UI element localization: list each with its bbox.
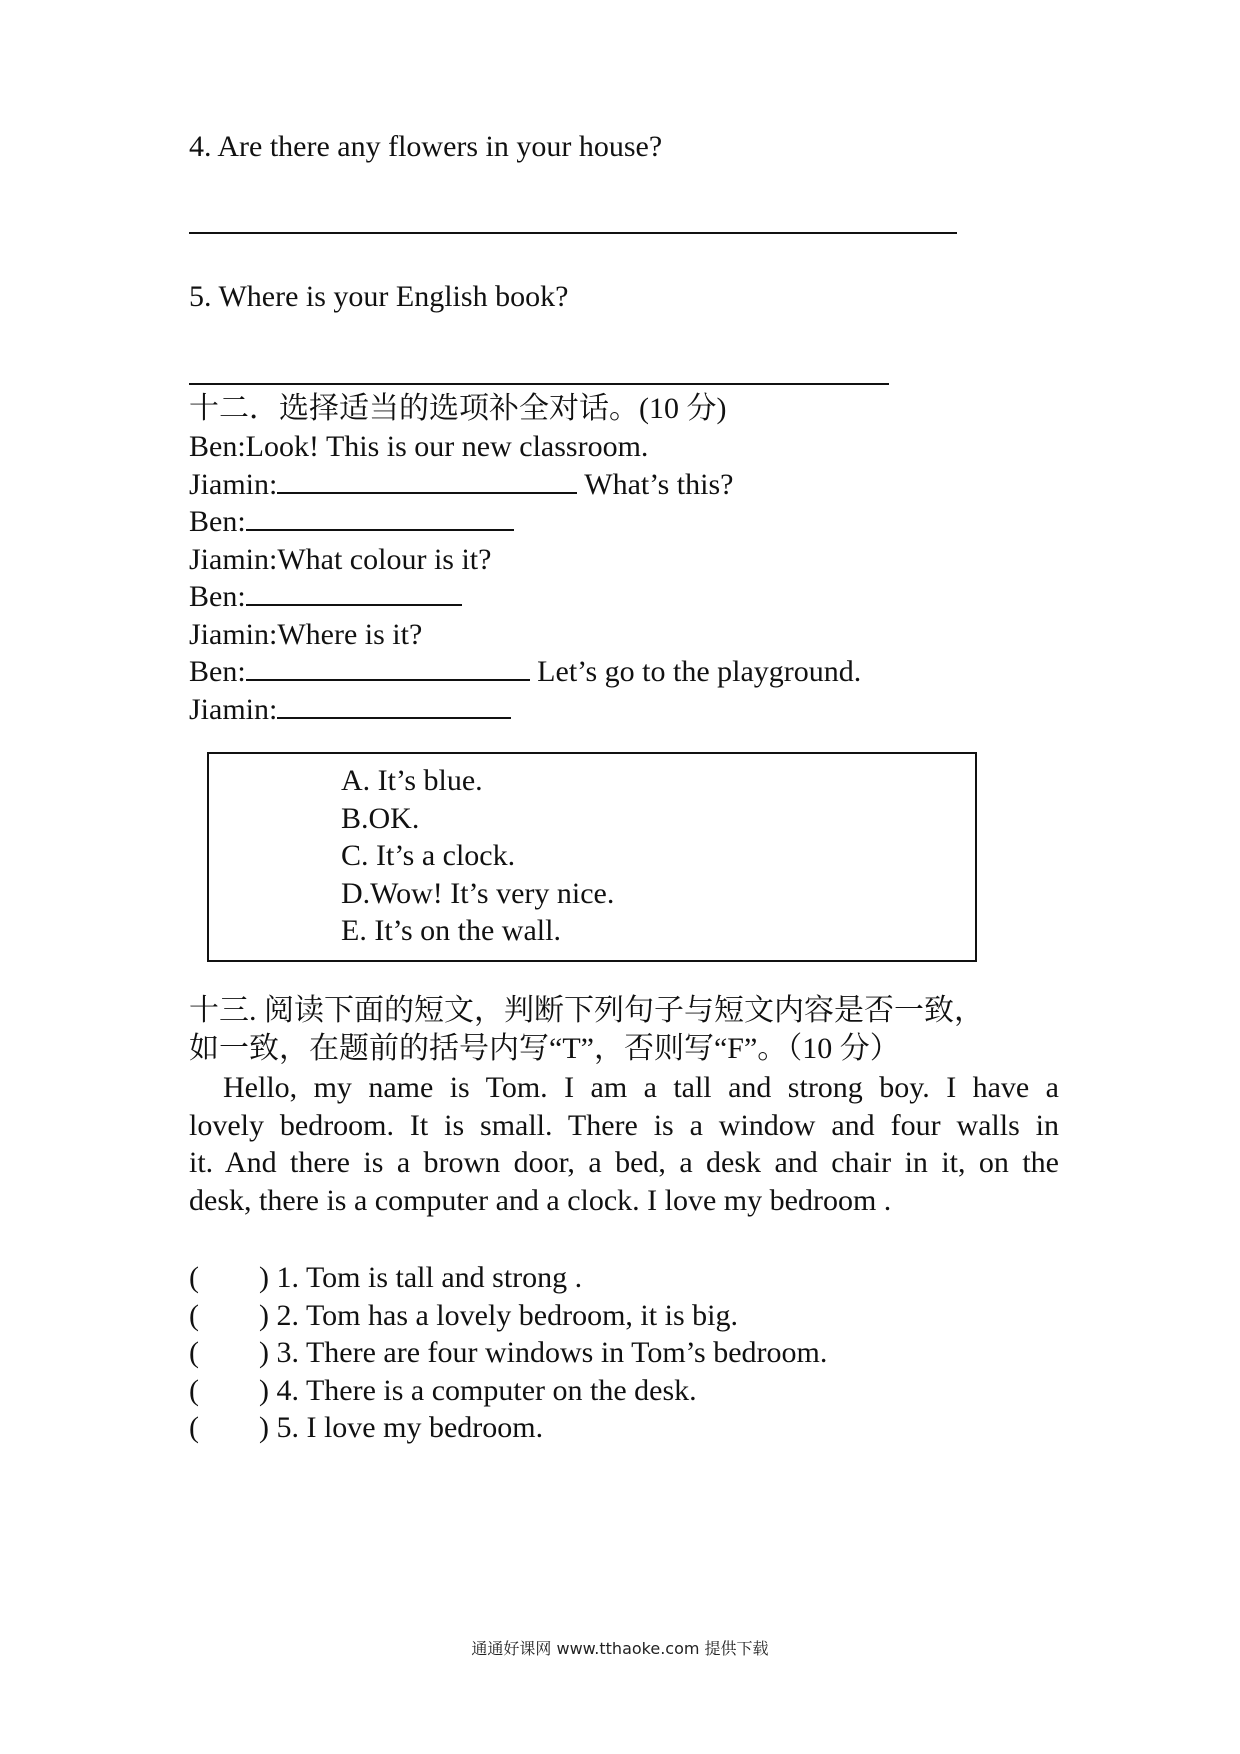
dialogue-text: What colour is it?	[277, 543, 492, 576]
passage-line: lovely bedroom. It is small. There is a window and four walls in	[189, 1108, 1059, 1142]
passage-line: it. And there is a brown door, a bed, a desk and chair in it, on the	[189, 1146, 1059, 1179]
tf-item-3: ( ) 3. There are four windows in Tom’s bedroom.	[189, 1336, 828, 1369]
dialogue-text: Let’s go to the playground.	[529, 655, 862, 688]
dialogue-line-2	[189, 466, 733, 503]
speaker: Ben:	[189, 580, 246, 613]
options-box	[207, 752, 977, 962]
speaker: Ben:	[189, 655, 246, 688]
option-b: B.OK.	[341, 801, 420, 835]
dialogue-line-4	[189, 541, 491, 578]
dialogue-text: Where is it?	[277, 618, 423, 651]
dialogue-line-5	[189, 578, 462, 615]
tf-item-1: ( ) 1. Tom is tall and strong .	[189, 1261, 583, 1294]
speaker: Jiamin:	[189, 618, 278, 651]
dialogue-line-8	[189, 691, 511, 728]
dialogue-line-7	[189, 653, 861, 690]
passage-line: Hello, my name is Tom. I am a tall and strong boy. I have a	[223, 1071, 1059, 1104]
options-list	[341, 762, 614, 950]
question-4: 4. Are there any flowers in your house?	[189, 130, 663, 163]
section13-heading-line1: 十三. 阅读下面的短文，判断下列句子与短文内容是否一致，	[189, 994, 984, 1027]
answer-blank[interactable]	[246, 580, 462, 606]
answer-blank[interactable]	[277, 468, 577, 494]
dialogue-text: Look! This is our new classroom.	[245, 430, 649, 463]
dialogue-line-3	[189, 503, 514, 540]
answer-blank[interactable]	[246, 505, 514, 531]
question-5: 5. Where is your English book?	[189, 280, 569, 313]
tf-item-2: ( ) 2. Tom has a lovely bedroom, it is big.	[189, 1299, 738, 1332]
answer-line-4[interactable]	[189, 232, 957, 234]
answer-line-5[interactable]	[189, 383, 889, 385]
speaker: Ben:	[189, 430, 246, 463]
section12-heading: 十二．选择适当的选项补全对话。(10 分)	[189, 392, 727, 425]
tf-item-5: ( ) 5. I love my bedroom.	[189, 1411, 544, 1444]
dialogue-text: What’s this?	[577, 468, 734, 501]
answer-blank[interactable]	[277, 693, 511, 719]
page-footer: 通通好课网 www.tthaoke.com 提供下载	[471, 1639, 769, 1658]
passage-line: desk, there is a computer and a clock. I love my bedroom .	[189, 1183, 892, 1217]
speaker: Jiamin:	[189, 468, 278, 501]
reading-passage	[189, 1069, 1059, 1219]
option-e: E. It’s on the wall.	[341, 914, 561, 947]
speaker: Jiamin:	[189, 543, 278, 576]
dialogue-line-6	[189, 616, 422, 653]
option-d: D.Wow! It’s very nice.	[341, 876, 615, 910]
dialogue-line-1	[189, 428, 648, 465]
tf-item-4: ( ) 4. There is a computer on the desk.	[189, 1374, 697, 1407]
answer-blank[interactable]	[246, 655, 530, 681]
section13-heading-line2: 如一致，在题前的括号内写“T”，否则写“F”。（10 分）	[189, 1032, 900, 1065]
speaker: Ben:	[189, 505, 246, 538]
speaker: Jiamin:	[189, 693, 278, 726]
option-a: A. It’s blue.	[341, 764, 483, 797]
option-c: C. It’s a clock.	[341, 839, 516, 872]
